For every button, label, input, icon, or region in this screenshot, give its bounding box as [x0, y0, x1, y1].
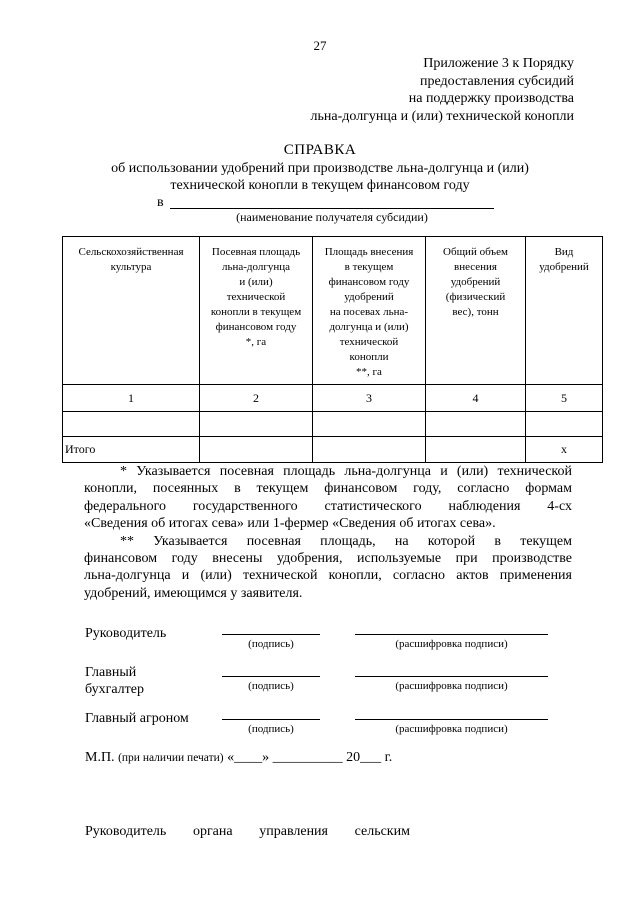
document-subtitle — [0, 160, 640, 194]
stamp-line — [85, 750, 392, 766]
name-caption: (расшифровка подписи) — [395, 723, 508, 735]
signature-label-agronomist: Главный агроном — [85, 711, 189, 726]
column-number: 4 — [426, 385, 526, 412]
header-total-volume: Общий объем внесения удобрений (физический вес), тонн — [426, 237, 526, 385]
appendix-block — [311, 55, 574, 125]
table-header-row — [63, 237, 603, 385]
header-fertilizer-type: Вид удобрений — [526, 237, 603, 385]
recipient-caption: (наименование получателя субсидии) — [236, 210, 428, 224]
stamp-mp: М.П. — [85, 750, 115, 765]
appendix-line: Приложение 3 к Порядку — [423, 56, 574, 71]
name-caption: (расшифровка подписи) — [395, 638, 508, 650]
table-cell[interactable] — [426, 437, 526, 463]
fertilizer-table — [62, 236, 603, 463]
table-cell[interactable] — [426, 412, 526, 437]
name-caption: (расшифровка подписи) — [395, 680, 508, 692]
note-line: конопли, посеянных в текущем финансовом году, согласно формам — [84, 481, 572, 497]
column-number: 5 — [526, 385, 603, 412]
table-row-total — [63, 437, 603, 463]
signature-line[interactable] — [222, 634, 320, 635]
header-fertilized-area: Площадь внесения в текущем финансовом году удобрений на посевах льна- долгунца и (или) технической конопли **, га — [313, 237, 426, 385]
column-number: 1 — [63, 385, 200, 412]
signature-line[interactable] — [222, 676, 320, 677]
note-line: «Сведения об итогах сева» или 1-фермер «Сведения об итогах сева». — [84, 516, 496, 532]
note-line: ** Указывается посевная площадь, на которой в текущем — [120, 533, 572, 549]
signature-label-director: Руководитель — [85, 626, 167, 641]
signature-line[interactable] — [222, 719, 320, 720]
column-number: 3 — [313, 385, 426, 412]
header-crop: Сельскохозяйственная культура — [63, 237, 200, 385]
recipient-field-line[interactable] — [170, 208, 494, 209]
bottom-text-line — [85, 824, 410, 840]
document-title: СПРАВКА — [283, 142, 357, 158]
note-line: финансовом году внесены удобрения, используемые при производстве — [84, 551, 572, 567]
table-cell[interactable] — [313, 412, 426, 437]
stamp-note: (при наличии печати) — [118, 752, 224, 764]
recipient-prefix: в — [157, 195, 164, 210]
name-line[interactable] — [355, 719, 548, 720]
note-line: федерального государственного статистического наблюдения 4-сх — [84, 498, 572, 514]
table-row-column-numbers — [63, 385, 603, 412]
note-line: удобрений, имеющимся у заявителя. — [84, 585, 303, 601]
total-label: Итого — [63, 437, 200, 463]
bottom-word: Руководитель — [85, 824, 167, 839]
appendix-line: на поддержку производства — [408, 91, 574, 106]
signature-caption: (подпись) — [248, 680, 294, 692]
table-cell[interactable] — [313, 437, 426, 463]
subtitle-line: об использовании удобрений при производстве льна-долгунца и (или) — [111, 161, 529, 176]
table-cell[interactable] — [526, 412, 603, 437]
column-number: 2 — [200, 385, 313, 412]
stamp-date[interactable]: «____» __________ 20___ г. — [227, 750, 393, 765]
total-x-mark: x — [526, 437, 603, 463]
signature-caption: (подпись) — [248, 638, 294, 650]
header-sown-area: Посевная площадь льна-долгунца и (или) технической конопли в текущем финансовом году *, га — [200, 237, 313, 385]
bottom-word: управления — [259, 824, 328, 839]
signature-caption: (подпись) — [248, 723, 294, 735]
page-number: 27 — [313, 38, 327, 53]
subtitle-line: технической конопли в текущем финансовом году — [170, 178, 470, 193]
table-cell[interactable] — [63, 412, 200, 437]
table-cell[interactable] — [200, 437, 313, 463]
note-line: льна-долгунца и (или) технической конопли, согласно актов применения — [84, 568, 572, 584]
bottom-word: сельским — [354, 824, 410, 839]
table-cell[interactable] — [200, 412, 313, 437]
note-line: * Указывается посевная площадь льна-долгунца и (или) технической — [120, 464, 572, 479]
bottom-word: органа — [192, 824, 233, 839]
name-line[interactable] — [355, 634, 548, 635]
table-row-empty — [63, 412, 603, 437]
appendix-line: льна-долгунца и (или) технической конопли — [310, 108, 574, 124]
name-line[interactable] — [355, 676, 548, 677]
signature-label-accountant: Главный бухгалтер — [85, 665, 144, 697]
appendix-line: предоставления субсидий — [419, 73, 574, 89]
footnotes — [84, 463, 572, 602]
